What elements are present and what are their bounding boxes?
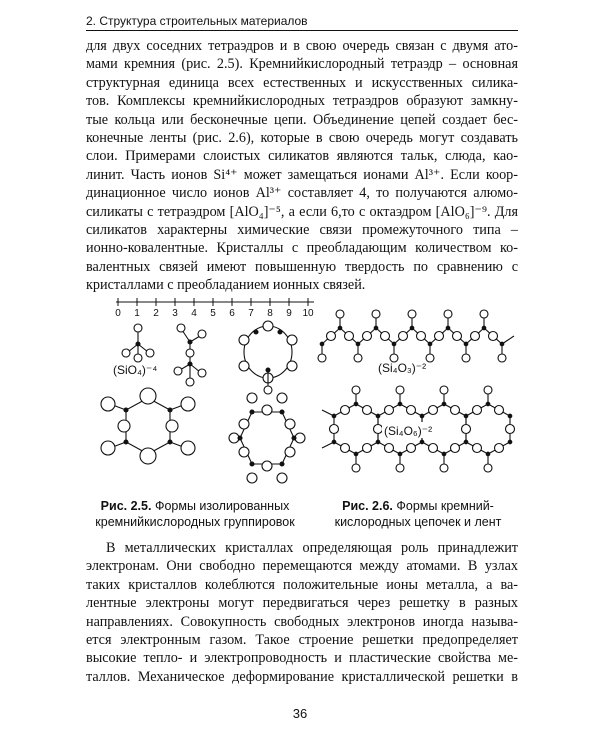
figure-2-5-caption: [86, 498, 304, 530]
running-header: [86, 14, 518, 31]
scale-tick-label: 8: [267, 308, 273, 319]
text-line: кристаллами с преобладанием ионных связей.: [86, 277, 366, 294]
silicate-structure-diagrams: [86, 292, 518, 502]
text-line: лентные электроны могут передвигаться через решетку в разных: [86, 595, 518, 612]
text-line: динационное число ионов Al³⁺ составляет 4, то получаются алюмо-: [86, 185, 518, 202]
six-ring: [229, 393, 305, 483]
figures: [86, 292, 518, 502]
scale-tick-label: 9: [286, 308, 292, 319]
text-line: мами кремния (рис. 2.5). Кремнийкислородный тетраэдр – основная: [86, 56, 518, 73]
text-line: высокие тепло- и электропроводность и пластические свойства ме-: [86, 650, 518, 667]
scale-tick-label: 1: [134, 308, 140, 319]
caption-text: Формы изолированных кремнийкислородных группировок: [95, 499, 295, 529]
text-line: силикаты с тетраэдром [AlO₄]⁻⁵, а если 6,то с октаэдром [AlO₆]⁻⁹. Для: [86, 203, 518, 220]
text-line: таких кристаллов колеблются положительные ионы металла, а ва-: [86, 576, 518, 593]
scale-tick-label: 7: [248, 308, 254, 319]
text-line: структурная единица всех естественных и искусственных силика-: [86, 74, 518, 91]
text-line: слои. Примерами слоистых силикатов являются тальк, слюда, као-: [86, 148, 518, 165]
text-line: тов. Комплексы кремнийкислородных тетраэдров образуют замкну-: [86, 93, 518, 110]
double-tetrahedron: [174, 324, 206, 386]
caption-number: Рис. 2.5.: [100, 499, 152, 513]
scale-tick-label: 2: [153, 308, 159, 319]
text-line: ионно-ковалентные. Кристаллы с преобладающим количеством ко-: [86, 240, 518, 257]
caption-text: Формы кремний-кислородных цепочек и лент: [334, 499, 502, 529]
figure-2-6-caption: [318, 498, 518, 530]
scale-tick-label: 3: [172, 308, 178, 319]
text-line: силикатов характерны химические связи промежуточного типа –: [86, 222, 518, 239]
text-line: В металлических кристаллах определяющая роль принадлежит: [106, 540, 518, 556]
text-line: линит. Часть ионов Si⁴⁺ может замещаться ионами Al³⁺. Если коор-: [86, 166, 518, 183]
text-line: направлениях. Совокупность свободных электронов иногда называ-: [86, 613, 518, 630]
scale-tick-label: 4: [191, 308, 197, 319]
triple-ring: [239, 321, 297, 394]
scale-tick-label: 0: [115, 308, 121, 319]
text-line: ется электронным газом. Такое строение решетки предопределяет: [86, 632, 518, 649]
text-line: для двух соседних тетраэдров и в свою очередь связан с двумя ато-: [86, 38, 518, 54]
text-line: тые кольца или бесконечные цепи. Объединение цепей создает бес-: [86, 111, 518, 128]
section-title: 2. Структура строительных материалов: [86, 14, 308, 28]
scale-tick-label: 6: [229, 308, 235, 319]
formula-label: (SiO₄)⁻⁴: [113, 363, 158, 377]
silicate-chain: [318, 310, 514, 362]
scale-tick-label: 10: [302, 308, 314, 319]
isolated-tetrahedron: [122, 324, 154, 362]
chain-formula-label: (Si₄O₃)⁻²: [378, 361, 427, 375]
text-line: валентных связей имеют повышенную твердость по сравнению с: [86, 258, 518, 275]
ribbon-formula-label: (Si₄O₆)⁻²: [384, 424, 433, 438]
caption-number: Рис. 2.6.: [342, 499, 393, 513]
scale-ruler: [116, 298, 314, 306]
page-number: 36: [292, 706, 308, 721]
text-line: электронам. Они свободно перемещаются между атомами. В узлах: [86, 558, 518, 575]
four-ring: [101, 388, 195, 464]
text-line: конечные ленты (рис. 2.6), которые в свою очередь могут создавать: [86, 130, 518, 147]
paragraph-metallic-crystals: [86, 539, 518, 686]
text-line: таллов. Механическое деформирование кристаллической решетки в: [86, 668, 518, 685]
scale-tick-label: 5: [210, 308, 216, 319]
paragraph-silicates: [86, 37, 518, 295]
